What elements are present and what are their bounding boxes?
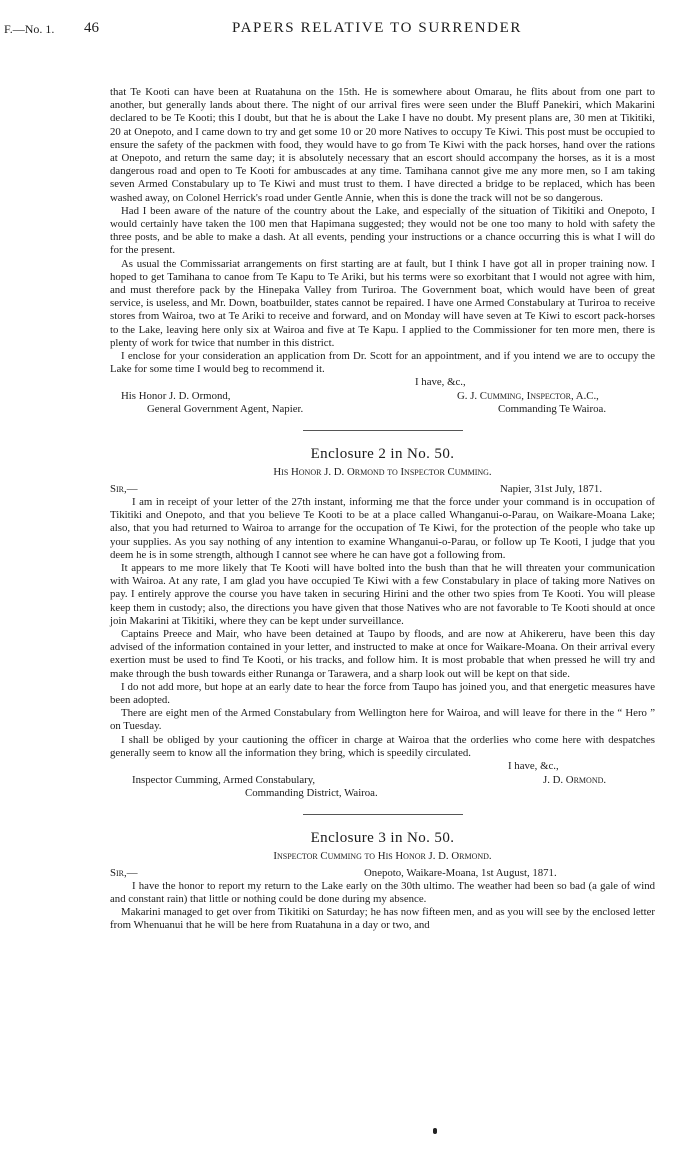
paragraph: There are eight men of the Armed Constabulary from Wellington here for Wairoa, and will leave for there in the “ Hero ” on Tuesday.	[110, 707, 655, 733]
enclosure-subtitle: His Honor J. D. Ormond to Inspector Cumming.	[273, 465, 492, 478]
signature: J. D. Ormond.	[543, 773, 607, 786]
salutation: Sir,—	[110, 482, 138, 495]
enclosure-3	[110, 829, 655, 933]
closing-row	[110, 760, 655, 774]
signature-row	[110, 774, 655, 788]
paragraph: I do not add more, but hope at an early date to hear the force from Taupo has joined you, and that energetic measures have been adopted.	[110, 680, 655, 707]
signature-row	[110, 787, 655, 801]
signature-row	[110, 403, 655, 417]
paragraph: that Te Kooti can have been at Ruatahuna on the 15th. He is somewhere about Omarau, he flits about from one part to another, but generally lands about there. The night of our arrival fires were seen under the Bluff Panekiri, which Makarini declared to be Te Kooti; this I doubt, but that he is about the Lake I have no doubt. My present plans are, 30 men at Tikitiki, 20 at Onepoto, and I came down to try and get some 10 or 20 more Natives to occupy Te Kiwi. This post must be occupied to ensure the safety of the packmen with food, they would have to go from Te Kiwi with the pack horses, hand over the rations at Onepoto, and return the same day; it is absolutely necessary that an escort should accompany the horses, as it is a most dangerous road and open to Te Kooti for ambuscades at any time. Tamihana cannot give me any more men, so I am taking seven Armed Constabulary up to Te Kiwi and must trust to them. I have directed a bridge to be replaced, which has been washed away, on Colonel Herrick's road under Gentle Annie, when this is done the track will not be so dangerous.	[110, 86, 655, 204]
paragraph: I shall be obliged by your cautioning the officer in charge at Wairoa that the orderlies who come here with despatches generally seem to know all the information they bring, which is speedily circulated.	[110, 733, 655, 759]
signature: G. J. Cumming, Inspector, A.C.,	[457, 389, 599, 402]
page-number: 46	[84, 20, 99, 36]
closing: I have, &c.,	[508, 760, 559, 773]
signature-title: Commanding Te Wairoa.	[498, 403, 607, 416]
place-date: Onepoto, Waikare-Moana, 1st August, 1871.	[364, 866, 557, 879]
paragraph: As usual the Commissariat arrangements on first starting are at fault, but I think I have got all in proper training now. I hoped to get Tamihana to canoe from Te Kapu to Te Ariki, but his terms were so exorbitant that I would not agree with him, and must therefore pack by the Hinepaka Valley from Turiroa. The Government boat, which would have been of great service, is useless, and Mr. Down, boatbuilder, states cannot be repaired. I have one Armed Constabulary at Turiroa to receive stores from Wairoa, two at Te Ariki to receive and forward, and on Monday will have seven at Te Kiwi to escort pack-horses to the Lake, leaving here only six at Wairoa and five at Te Kapu. I applied to the Commissioner for ten more men, there is plenty of work for twice that number in this district.	[110, 257, 655, 349]
enclosure-title: Enclosure 3 in No. 50.	[310, 829, 455, 846]
paragraph: I enclose for your consideration an application from Dr. Scott for an appointment, and if you intend we are to occupy the Lake for some time I would beg to recommend it.	[110, 350, 655, 376]
paragraph: It appears to me more likely that Te Kooti will have bolted into the bush than that he will threaten your communication with Wairoa. At any rate, I am glad you have occupied Te Kiwi with a few Constabulary in place of taking more Natives on pay. I entirely approve the course you have taken in securing Hirini and the other two spies from Te Kooti. You will please keep them in custody; also, the directions you have given that those Natives who are not favorable to Te Kooti should at once join Makarini at Tikitiki, where they can be kept under surveillance.	[110, 561, 655, 627]
addressee-title: Commanding District, Wairoa.	[245, 787, 378, 800]
paragraph: Had I been aware of the nature of the country about the Lake, and especially of the situation of Tikitiki and Onepoto, I would certainly have taken the 100 men that Hapimana suggested; they would not be one too many to hold with safety the three posts, and be able to make a dash. At all events, pending your instructions or a chance occurring this is what I will do for the present.	[110, 204, 655, 257]
enclosure-subtitle: Inspector Cumming to His Honor J. D. Ormond.	[273, 849, 492, 862]
addressee: His Honor J. D. Ormond,	[121, 389, 231, 402]
closing-row	[110, 376, 655, 390]
salutation-row	[110, 482, 655, 496]
running-title: PAPERS RELATIVE TO SURRENDER	[232, 20, 522, 36]
enclosure-title: Enclosure 2 in No. 50.	[310, 445, 455, 462]
paragraph: Captains Preece and Mair, who have been detained at Taupo by floods, and are now at Ahikereru, have been this day advised of the information contained in your letter, and instructed to make at once for Waikare-Moana. On their arrival every exertion must be used to find Te Kooti, or his tracks, and follow him. It is most probable that when pressed he will try and make through the bush towards either Runanga or Tarawera, and a sharp look out will be kept on that side.	[110, 628, 655, 680]
closing: I have, &c.,	[415, 376, 466, 389]
addressee-title: General Government Agent, Napier.	[147, 403, 304, 416]
paragraph: I have the honor to report my return to the Lake early on the 30th ultimo. The weather had been so bad (a gale of wind and constant rain) that little or nothing could be done during my absence.	[110, 879, 655, 905]
salutation-row	[110, 866, 655, 880]
salutation: Sir,—	[110, 866, 138, 879]
letter-1-continuation	[110, 86, 655, 417]
signature-row	[110, 390, 655, 404]
document-reference: F.—No. 1.	[4, 22, 55, 36]
page-header	[0, 22, 700, 42]
enclosure-2	[110, 445, 655, 801]
section-divider	[303, 430, 463, 431]
ink-mark	[433, 1128, 437, 1134]
paragraph: I am in receipt of your letter of the 27th instant, informing me that the force under your command is in occupation of Tikitiki and Onepoto, and that you believe Te Kooti to be at a place called Whanganui-o-Parau, on Waikare-Moana Lake; also, that you had returned to Wairoa to arrange for the occupation of Te Kiwi, for the protection of the people who take up your supplies. As you say nothing of any intention to examine Whanganui-o-Parau, or follow up Te Kooti, I judge that you deem he is in some strength, although I cannot see where he can have got a following from.	[110, 495, 655, 561]
addressee: Inspector Cumming, Armed Constabulary,	[132, 773, 316, 786]
section-divider	[303, 814, 463, 815]
paragraph: Makarini managed to get over from Tikitiki on Saturday; he has now fifteen men, and as you will see by the enclosed letter from Whenuanui that he will be here from Ruatahuna in a day or two, and	[110, 905, 655, 932]
place-date: Napier, 31st July, 1871.	[500, 482, 603, 495]
page-body	[110, 86, 655, 932]
